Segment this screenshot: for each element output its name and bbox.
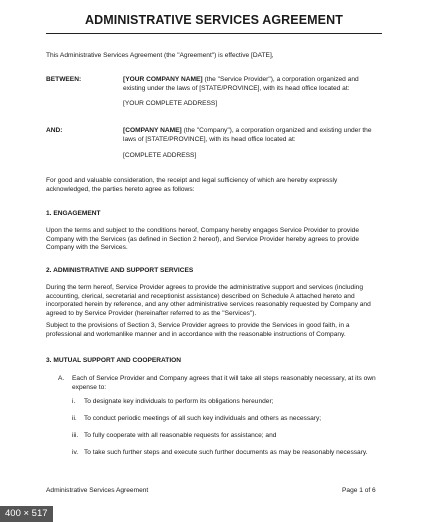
section-heading-services: 2. ADMINISTRATIVE AND SUPPORT SERVICES bbox=[46, 267, 194, 274]
intro-paragraph: This Administrative Services Agreement (the "Agreement") is effective [DATE], bbox=[46, 52, 274, 59]
item-a-marker: A. bbox=[58, 375, 65, 382]
party-label-and: AND: bbox=[46, 127, 63, 134]
party-desc-provider: (the "Service Provider"), a corporation organized and existing under the laws of [STATE/PROVINCE], with its head office located at: bbox=[123, 76, 359, 92]
services-paragraph-2: Subject to the provisions of Section 3, Service Provider agrees to provide the Services in good faith, in a professional and workmanlike manner and in accordance with the reasonable instructions of Company. bbox=[46, 322, 350, 338]
document-title: ADMINISTRATIVE SERVICES AGREEMENT bbox=[85, 13, 343, 27]
subitem-text-iii: To fully cooperate with all reasonable requests for assistance; and bbox=[84, 432, 277, 439]
section-heading-engagement: 1. ENGAGEMENT bbox=[46, 210, 101, 217]
subitem-text-iv: To take such further steps and execute such further documents as may be reasonably necessary. bbox=[84, 449, 368, 456]
party-address-provider: [YOUR COMPLETE ADDRESS] bbox=[123, 100, 218, 107]
subitem-marker-i: i. bbox=[72, 398, 76, 405]
services-paragraph-1: During the term hereof, Service Provider agrees to provide the administrative support and services (including accounting, clerical, secretarial and receptionist assistance) described on Schedule A attached hereto and incorporated herein by reference, and any other administrative services reasonably requested by Company and agreed to by Service Provider (hereinafter referred to as the "Services"). bbox=[46, 284, 371, 317]
party-desc-company: (the "Company"), a corporation organized and existing under the laws of [STATE/PROVINCE], with its head office located at: bbox=[123, 127, 372, 143]
footer-document-name: Administrative Services Agreement bbox=[46, 487, 149, 494]
title-divider bbox=[46, 33, 382, 34]
section-heading-cooperation: 3. MUTUAL SUPPORT AND COOPERATION bbox=[46, 357, 182, 364]
party-name-provider: [YOUR COMPANY NAME] bbox=[123, 76, 203, 83]
subitem-marker-ii: ii. bbox=[72, 415, 77, 422]
party-address-company: [COMPLETE ADDRESS] bbox=[123, 152, 197, 159]
party-description-company bbox=[123, 127, 382, 144]
image-size-badge: 400 × 517 bbox=[0, 506, 53, 522]
party-name-company: [COMPANY NAME] bbox=[123, 127, 182, 134]
party-description-provider bbox=[123, 76, 382, 93]
engagement-paragraph: Upon the terms and subject to the conditions hereof, Company hereby engages Service Provider to provide Company with the Services (as defined in Section 2 hereof), and Service Provider hereby agrees to provide Company with the Services. bbox=[46, 227, 360, 252]
subitem-marker-iv: iv. bbox=[72, 449, 79, 456]
party-label-between: BETWEEN: bbox=[46, 76, 82, 83]
item-a-text: Each of Service Provider and Company agrees that it will take all steps reasonably necessary, at its own expense to: bbox=[72, 375, 376, 391]
subitem-text-i: To designate key individuals to perform its obligations hereunder; bbox=[84, 398, 274, 405]
subitem-text-ii: To conduct periodic meetings of all such key individuals and others as necessary; bbox=[84, 415, 322, 422]
consideration-paragraph: For good and valuable consideration, the receipt and legal sufficiency of which are hereby expressly acknowledged, the parties hereto agree as follows: bbox=[46, 177, 338, 193]
subitem-marker-iii: iii. bbox=[72, 432, 79, 439]
footer-page-number: Page 1 of 6 bbox=[342, 487, 376, 494]
